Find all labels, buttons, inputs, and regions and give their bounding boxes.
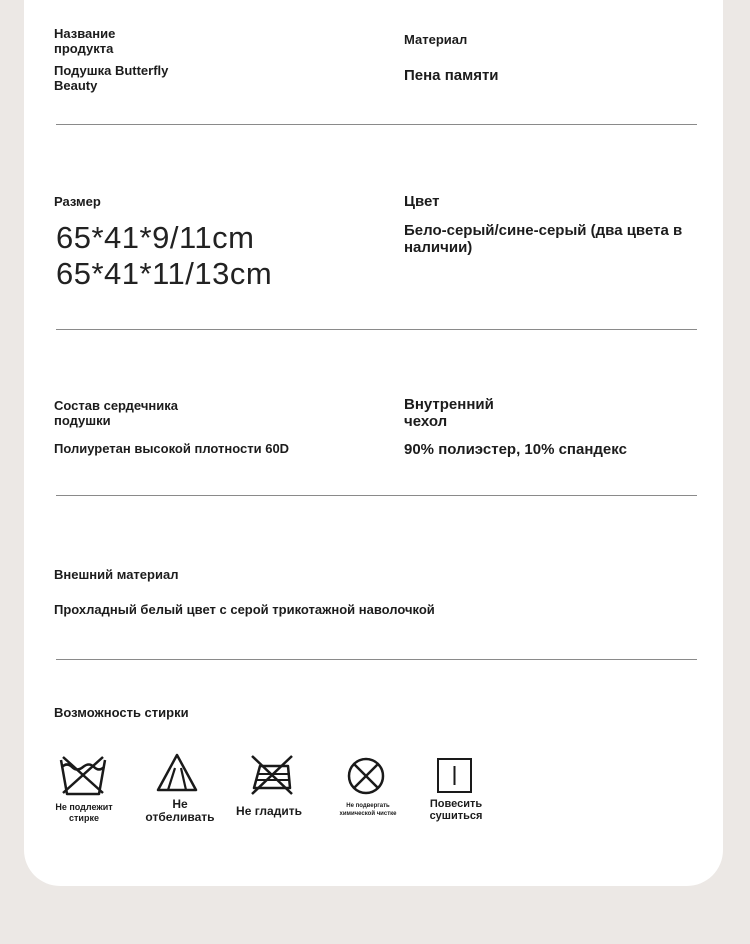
no-dry-clean-icon	[345, 755, 387, 797]
size-value-2: 65*41*11/13cm	[56, 256, 273, 291]
core-label: Состав сердечника подушки	[54, 398, 178, 428]
size-value-1: 65*41*9/11cm	[56, 220, 255, 255]
hang-dry-icon	[436, 757, 474, 795]
no-dry-clean-caption: Не подвергать химической чистке	[339, 803, 397, 817]
outer-value: Прохладный белый цвет с серой трикотажной наволочкой	[54, 602, 435, 617]
divider-4	[56, 659, 697, 660]
care-title: Возможность стирки	[54, 705, 189, 720]
color-value: Бело-серый/сине-серый (два цвета в наличии)	[404, 222, 683, 256]
no-wash-caption: Не подлежит стирке	[55, 802, 113, 823]
inner-cover-value: 90% полиэстер, 10% спандекс	[404, 441, 627, 458]
no-bleach-caption: Не отбеливать	[145, 797, 215, 824]
divider-3	[56, 495, 697, 496]
color-label: Цвет	[404, 193, 440, 210]
size-label: Размер	[54, 194, 101, 209]
no-wash-icon	[57, 754, 109, 796]
no-bleach-icon	[155, 752, 199, 794]
divider-1	[56, 124, 697, 125]
product-name-value: Подушка Butterfly Beauty	[54, 63, 169, 93]
hang-dry-caption: Повесить сушиться	[429, 798, 483, 822]
divider-2	[56, 329, 697, 330]
product-name-label: Название продукта	[54, 26, 116, 56]
material-value: Пена памяти	[404, 67, 499, 84]
material-label: Материал	[404, 32, 468, 47]
no-iron-icon	[248, 752, 296, 796]
core-value: Полиуретан высокой плотности 60D	[54, 441, 290, 456]
no-iron-caption: Не гладить	[236, 804, 302, 818]
outer-label: Внешний материал	[54, 567, 179, 582]
inner-cover-label: Внутренний чехол	[404, 396, 494, 430]
